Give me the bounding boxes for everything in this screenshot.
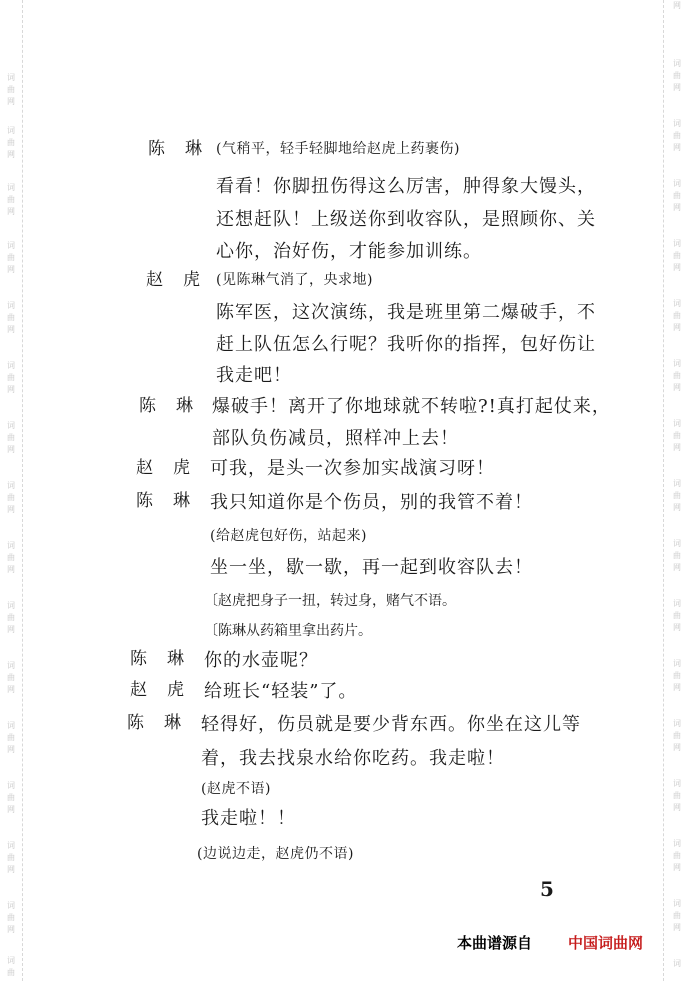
speaker-name: 陈琳 [127, 713, 201, 733]
dialogue-line: 轻得好，伤员就是要少背东西。你坐在这儿等 [201, 714, 581, 735]
watermark-mark: 词 曲 网 [7, 721, 15, 754]
watermark-mark: 词 曲 网 [673, 239, 681, 272]
watermark-mark: 词 曲 网 [673, 119, 681, 152]
watermark-mark: 词 曲 网 [673, 599, 681, 632]
dialogue-line: 给班长“轻装”了。 [204, 681, 358, 702]
dialogue-line: 我走啦！！ [201, 808, 296, 829]
watermark-mark: 网 [673, 1, 681, 10]
watermark-mark: 词 曲 网 [7, 481, 15, 514]
dialogue-line: 陈军医，这次演练，我是班里第二爆破手，不 [216, 302, 596, 323]
dialogue-line: 部队负伤减员，照样冲上去！ [212, 428, 459, 449]
footer-site-link[interactable]: 中国词曲网 [568, 934, 644, 952]
stage-direction: 〔陈琳从药箱里拿出药片。 [204, 623, 372, 639]
watermark-mark: 词 曲 网 [673, 299, 681, 332]
speaker-name: 陈琳 [136, 491, 210, 511]
speaker-name: 赵虎 [146, 270, 220, 290]
watermark-mark: 词 曲 网 [7, 781, 15, 814]
page-number: 5 [540, 877, 554, 901]
stage-direction: (给赵虎包好伤，站起来) [210, 528, 367, 544]
watermark-mark: 词 曲 网 [673, 179, 681, 212]
watermark-mark: 词 曲 网 [673, 359, 681, 392]
dialogue-line: 坐一坐，歇一歇，再一起到收容队去！ [210, 557, 533, 578]
watermark-mark: 词 曲 网 [7, 361, 15, 394]
watermark-mark: 词 曲 网 [673, 719, 681, 752]
dialogue-line: 你的水壶呢？ [204, 650, 318, 671]
dialogue-line: 看看！你脚扭伤得这么厉害，肿得象大馒头， [216, 176, 596, 197]
speaker-name: 陈琳 [139, 396, 213, 416]
watermark-mark: 词 曲 网 [673, 539, 681, 572]
watermark-mark: 词 曲 网 [673, 479, 681, 512]
watermark-mark: 词 曲 网 [673, 659, 681, 692]
dialogue-line: 可我，是头一次参加实战演习呀！ [210, 458, 495, 479]
left-watermark-strip [0, 0, 23, 981]
watermark-mark: 词 曲 网 [673, 419, 681, 452]
watermark-mark: 词 曲 网 [7, 421, 15, 454]
watermark-mark: 词 曲 网 [7, 126, 15, 159]
watermark-mark: 词 曲 网 [7, 601, 15, 634]
speaker-name: 陈琳 [148, 139, 222, 159]
dialogue-line: 心你，治好伤，才能参加训练。 [216, 241, 482, 262]
watermark-mark: 词 [673, 959, 681, 968]
footer-source-label: 本曲谱源自 [457, 934, 533, 952]
watermark-mark: 词 曲 网 [7, 73, 15, 106]
watermark-mark: 词 曲 网 [7, 183, 15, 216]
watermark-mark: 词 曲 网 [673, 779, 681, 812]
watermark-mark: 词 曲 [7, 956, 15, 977]
dialogue-line: 我只知道你是个伤员，别的我管不着！ [210, 492, 533, 513]
watermark-mark: 词 曲 网 [673, 839, 681, 872]
watermark-mark: 词 曲 网 [673, 899, 681, 932]
stage-direction: 〔赵虎把身子一扭，转过身，赌气不语。 [204, 593, 456, 609]
watermark-mark: 词 曲 网 [7, 241, 15, 274]
watermark-mark: 词 曲 网 [7, 901, 15, 934]
stage-direction: (气稍平，轻手轻脚地给赵虎上药裹伤) [216, 141, 460, 157]
speaker-name: 赵虎 [136, 458, 210, 478]
dialogue-line: 还想赶队！上级送你到收容队，是照顾你、关 [216, 209, 596, 230]
dialogue-line: 着，我去找泉水给你吃药。我走啦！ [201, 748, 505, 769]
watermark-mark: 词 曲 网 [7, 661, 15, 694]
watermark-mark: 词 曲 网 [7, 541, 15, 574]
watermark-mark: 词 曲 网 [7, 301, 15, 334]
dialogue-line: 爆破手！离开了你地球就不转啦?!真打起仗来， [212, 396, 611, 417]
stage-direction: (见陈琳气消了，央求地) [216, 272, 373, 288]
speaker-name: 赵虎 [130, 680, 204, 700]
stage-direction: (边说边走，赵虎仍不语) [197, 846, 354, 862]
stage-direction: (赵虎不语) [201, 781, 271, 797]
speaker-name: 陈琳 [130, 649, 204, 669]
dialogue-line: 赶上队伍怎么行呢？我听你的指挥，包好伤让 [216, 334, 596, 355]
right-watermark-strip [663, 0, 690, 981]
watermark-mark: 词 曲 网 [673, 59, 681, 92]
watermark-mark: 词 曲 网 [7, 841, 15, 874]
dialogue-line: 我走吧！ [216, 365, 292, 386]
